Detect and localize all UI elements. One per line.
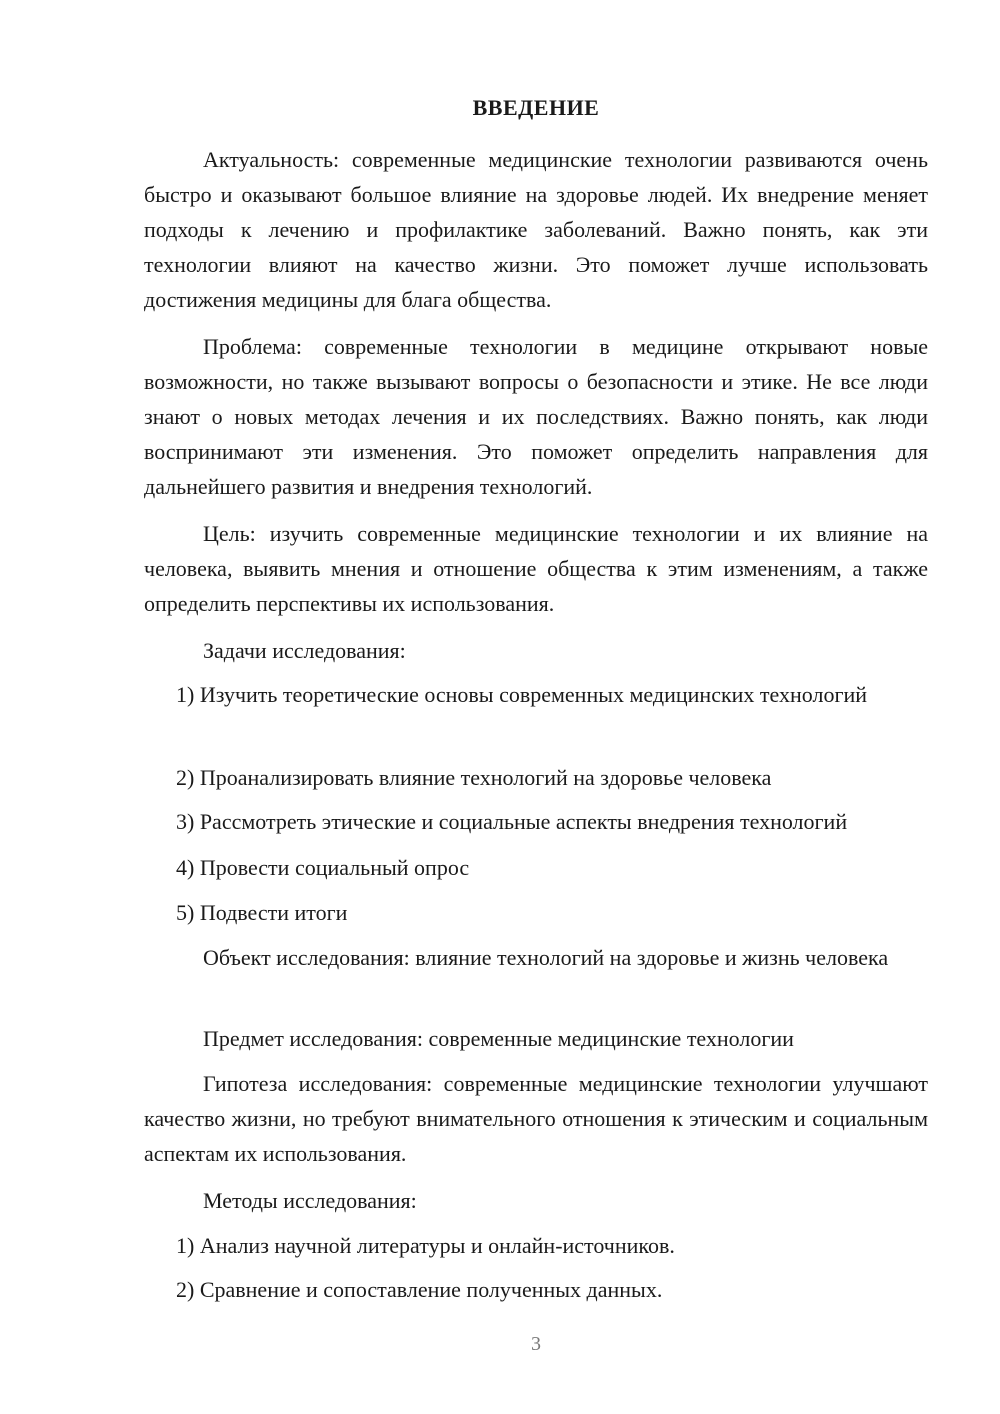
page-number: 3 [531,1333,541,1355]
task-item: 4) Провести социальный опрос [176,855,470,880]
subject-paragraph: Предмет исследования: современные медицинские технологии [203,1026,794,1051]
task-item: 5) Подвести итоги [176,900,348,925]
task-item: 3) Рассмотреть этические и социальные аспекты внедрения технологий [176,809,848,834]
object-paragraph: Объект исследования: влияние технологий на здоровье и жизнь человека [203,945,889,970]
task-item: 2) Проанализировать влияние технологий на здоровье человека [176,765,772,790]
method-item: 1) Анализ научной литературы и онлайн-источников. [176,1233,675,1258]
methods-heading: Методы исследования: [203,1188,417,1213]
method-item: 2) Сравнение и сопоставление полученных данных. [176,1277,663,1302]
relevance-paragraph: Актуальность: современные медицинские технологии развиваются очень быстро и оказывают большое влияние на здоровье людей. Их внедрение меняет подходы к лечению и профилактике заболеваний. Важно понять, как эти технологии влияют на качество жизни. Это поможет лучше использовать достижения медицины для блага общества. [144,147,928,312]
goal-paragraph: Цель: изучить современные медицинские технологии и их влияние на человека, выявить мнения и отношение общества к этим изменениям, а также определить перспективы их использования. [144,521,928,616]
tasks-heading: Задачи исследования: [203,638,406,663]
task-item: 1) Изучить теоретические основы современных медицинских технологий [176,682,868,707]
problem-paragraph: Проблема: современные технологии в медицине открывают новые возможности, но также вызывают вопросы о безопасности и этике. Не все люди знают о новых методах лечения и их последствиях. Важно понять, как люди воспринимают эти изменения. Это поможет определить направления для дальнейшего развития и внедрения технологий. [144,334,928,499]
page-title: ВВЕДЕНИЕ [472,95,600,120]
hypothesis-paragraph: Гипотеза исследования: современные медицинские технологии улучшают качество жизни, но требуют внимательного отношения к этическим и социальным аспектам их использования. [144,1071,928,1166]
